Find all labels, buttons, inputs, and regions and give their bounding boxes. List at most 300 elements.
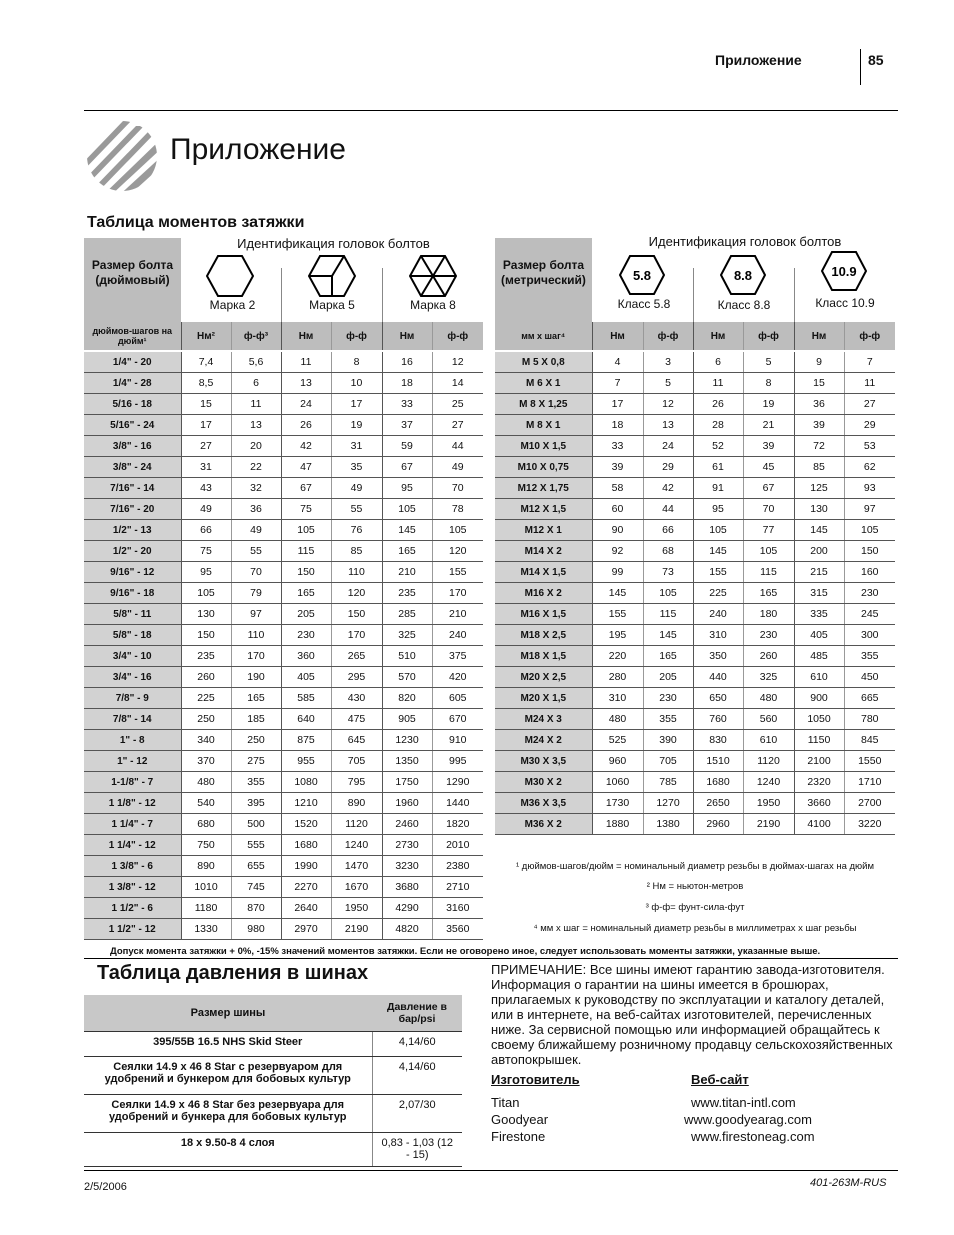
imperial-bolt-size: 1" - 8 xyxy=(84,730,181,751)
imperial-torque-value: 820 xyxy=(382,688,432,709)
imperial-bolt-size: 1 1/4" - 7 xyxy=(84,814,181,835)
imperial-bolt-size: 1 1/2" - 6 xyxy=(84,898,181,919)
imperial-torque-value: 67 xyxy=(382,457,432,478)
metric-torque-value: 310 xyxy=(693,625,743,646)
metric-torque-value: 3660 xyxy=(794,793,844,814)
imperial-torque-value: 1010 xyxy=(181,877,231,898)
imperial-bolt-size: 7/8" - 9 xyxy=(84,688,181,709)
metric-torque-value: 3 xyxy=(643,351,693,373)
imperial-torque-value: 225 xyxy=(181,688,231,709)
metric-torque-value: 1120 xyxy=(743,751,794,772)
imperial-torque-value: 130 xyxy=(181,604,231,625)
manufacturer-name: Titan xyxy=(491,1095,520,1110)
imperial-bolt-size: 1 3/8" - 6 xyxy=(84,856,181,877)
imperial-bolt-size: 1 1/4" - 12 xyxy=(84,835,181,856)
imperial-table-row xyxy=(84,898,483,919)
imperial-torque-value: 17 xyxy=(331,394,382,415)
metric-torque-value: 58 xyxy=(592,478,643,499)
metric-torque-value: 610 xyxy=(743,730,794,751)
metric-table-row xyxy=(495,646,895,667)
metric-torque-value: 195 xyxy=(592,625,643,646)
metric-torque-value: 230 xyxy=(743,625,794,646)
imperial-torque-value: 10 xyxy=(331,373,382,394)
imperial-torque-value: 355 xyxy=(231,772,281,793)
tolerance-rule xyxy=(84,958,898,959)
imperial-table-row xyxy=(84,604,483,625)
metric-torque-value: 1270 xyxy=(643,793,693,814)
metric-table-row xyxy=(495,625,895,646)
imperial-torque-value: 250 xyxy=(181,709,231,730)
imperial-torque-value: 25 xyxy=(432,394,483,415)
metric-torque-value: 155 xyxy=(693,562,743,583)
metric-bolt-size: M36 X 2 xyxy=(495,814,592,835)
metric-torque-value: 115 xyxy=(643,604,693,625)
metric-torque-value: 450 xyxy=(844,667,895,688)
metric-unit-header: ф-ф xyxy=(844,322,895,351)
metric-bolt-size: M10 X 1,5 xyxy=(495,436,592,457)
imperial-torque-value: 680 xyxy=(181,814,231,835)
metric-torque-value: 62 xyxy=(844,457,895,478)
metric-table-row xyxy=(495,814,895,835)
imperial-torque-value: 750 xyxy=(181,835,231,856)
imperial-table-row xyxy=(84,646,483,667)
metric-table-row xyxy=(495,499,895,520)
metric-torque-value: 105 xyxy=(743,541,794,562)
imperial-bolt-size: 5/8" - 11 xyxy=(84,604,181,625)
metric-torque-value: 355 xyxy=(643,709,693,730)
imperial-table-row xyxy=(84,919,483,940)
imperial-bolt-size: 3/8" - 24 xyxy=(84,457,181,478)
imperial-torque-value: 79 xyxy=(231,583,281,604)
metric-torque-value: 300 xyxy=(844,625,895,646)
metric-torque-value: 125 xyxy=(794,478,844,499)
imperial-torque-value: 235 xyxy=(382,583,432,604)
metric-torque-value: 27 xyxy=(844,394,895,415)
tire-size: Сеялки 14.9 x 46 8 Star без резервуара для удобрений и бункера для бобовых культур xyxy=(84,1094,372,1132)
imperial-table-row xyxy=(84,835,483,856)
imperial-torque-value: 905 xyxy=(382,709,432,730)
imperial-torque-value: 13 xyxy=(231,415,281,436)
imperial-torque-value: 375 xyxy=(432,646,483,667)
imperial-torque-value: 95 xyxy=(382,478,432,499)
imperial-unit-header: ф-ф xyxy=(432,322,483,351)
metric-torque-value: 68 xyxy=(643,541,693,562)
grade-5-hex-icon xyxy=(308,254,356,298)
metric-table-row xyxy=(495,520,895,541)
metric-torque-value: 77 xyxy=(743,520,794,541)
imperial-torque-value: 745 xyxy=(231,877,281,898)
metric-torque-value: 405 xyxy=(794,625,844,646)
footnote-1: ¹ дюймов-шагов/дюйм = номинальный диаметр резьбы в дюймах-шагах на дюйм xyxy=(515,861,875,872)
imperial-torque-value: 33 xyxy=(382,394,432,415)
imperial-torque-value: 1750 xyxy=(382,772,432,793)
pressure-row xyxy=(84,1094,462,1132)
metric-torque-value: 610 xyxy=(794,667,844,688)
imperial-torque-value: 1990 xyxy=(281,856,331,877)
metric-torque-value: 2700 xyxy=(844,793,895,814)
metric-table-row xyxy=(495,457,895,478)
imperial-torque-value: 360 xyxy=(281,646,331,667)
imperial-torque-value: 110 xyxy=(231,625,281,646)
imperial-torque-value: 1470 xyxy=(331,856,382,877)
imperial-table-row xyxy=(84,625,483,646)
metric-torque-value: 2650 xyxy=(693,793,743,814)
pressure-row xyxy=(84,1132,462,1166)
metric-bolt-size: M12 X 1 xyxy=(495,520,592,541)
metric-unit-header: Нм xyxy=(592,322,643,351)
manufacturer-website-link[interactable]: www.firestoneag.com xyxy=(691,1129,815,1144)
metric-unit-header: Нм xyxy=(693,322,743,351)
imperial-torque-value: 705 xyxy=(331,751,382,772)
pressure-head-size: Размер шины xyxy=(84,995,372,1031)
metric-unit-size-header: мм х шаг⁴ xyxy=(495,322,592,351)
metric-torque-value: 165 xyxy=(643,646,693,667)
imperial-torque-value: 185 xyxy=(231,709,281,730)
metric-torque-value: 29 xyxy=(844,415,895,436)
metric-torque-value: 145 xyxy=(693,541,743,562)
metric-torque-value: 155 xyxy=(592,604,643,625)
metric-table-row xyxy=(495,415,895,436)
metric-table-row xyxy=(495,562,895,583)
imperial-bolt-size: 3/4" - 10 xyxy=(84,646,181,667)
imperial-torque-value: 110 xyxy=(331,562,382,583)
metric-torque-value: 245 xyxy=(844,604,895,625)
metric-torque-value: 215 xyxy=(794,562,844,583)
class-10-9-mark: 10.9 xyxy=(831,264,857,279)
imperial-torque-value: 95 xyxy=(181,562,231,583)
metric-torque-value: 260 xyxy=(743,646,794,667)
metric-torque-value: 325 xyxy=(743,667,794,688)
metric-torque-value: 72 xyxy=(794,436,844,457)
imperial-table-row xyxy=(84,478,483,499)
imperial-torque-value: 2270 xyxy=(281,877,331,898)
footnote-2: ² Нм = ньютон-метров xyxy=(646,881,744,892)
metric-torque-value: 92 xyxy=(592,541,643,562)
manufacturer-website-link[interactable]: www.goodyearag.com xyxy=(684,1112,812,1127)
imperial-torque-value: 955 xyxy=(281,751,331,772)
metric-torque-value: 60 xyxy=(592,499,643,520)
metric-bolt-size: M 8 X 1 xyxy=(495,415,592,436)
metric-torque-value: 26 xyxy=(693,394,743,415)
imperial-torque-value: 1350 xyxy=(382,751,432,772)
imperial-torque-value: 3230 xyxy=(382,856,432,877)
metric-bolt-size: M16 X 2 xyxy=(495,583,592,604)
metric-torque-value: 5 xyxy=(743,351,794,373)
imperial-bolt-size: 1/2" - 20 xyxy=(84,541,181,562)
imperial-torque-value: 285 xyxy=(382,604,432,625)
imperial-torque-value: 1240 xyxy=(331,835,382,856)
metric-torque-value: 2100 xyxy=(794,751,844,772)
grade-2-label: Марка 2 xyxy=(209,298,256,312)
imperial-torque-value: 155 xyxy=(432,562,483,583)
metric-torque-value: 36 xyxy=(794,394,844,415)
imperial-torque-value: 43 xyxy=(181,478,231,499)
imperial-torque-value: 6 xyxy=(231,373,281,394)
imperial-torque-value: 370 xyxy=(181,751,231,772)
metric-unit-header: Нм xyxy=(794,322,844,351)
imperial-torque-value: 1180 xyxy=(181,898,231,919)
grade-5-label: Марка 5 xyxy=(309,298,355,312)
torque-tolerance-note: Допуск момента затяжки + 0%, -15% значений моментов затяжки. Если не оговорено иное, следует использовать моменты затяжки, указанные выше. xyxy=(110,946,821,957)
imperial-torque-value: 150 xyxy=(181,625,231,646)
metric-torque-value: 355 xyxy=(844,646,895,667)
imperial-torque-value: 165 xyxy=(281,583,331,604)
imperial-torque-value: 570 xyxy=(382,667,432,688)
imperial-torque-value: 66 xyxy=(181,520,231,541)
metric-torque-value: 1730 xyxy=(592,793,643,814)
imperial-torque-value: 20 xyxy=(231,436,281,457)
imperial-table-row xyxy=(84,856,483,877)
imperial-torque-value: 250 xyxy=(231,730,281,751)
imperial-torque-value: 1120 xyxy=(331,814,382,835)
imperial-torque-value: 13 xyxy=(281,373,331,394)
imperial-torque-value: 3160 xyxy=(432,898,483,919)
metric-torque-value: 4 xyxy=(592,351,643,373)
metric-torque-value: 440 xyxy=(693,667,743,688)
imperial-torque-value: 3680 xyxy=(382,877,432,898)
metric-torque-value: 12 xyxy=(643,394,693,415)
imperial-table-row xyxy=(84,520,483,541)
imperial-table-row xyxy=(84,772,483,793)
imperial-torque-value: 70 xyxy=(432,478,483,499)
imperial-table-row xyxy=(84,709,483,730)
metric-torque-value: 39 xyxy=(743,436,794,457)
imperial-torque-value: 540 xyxy=(181,793,231,814)
imperial-torque-value: 230 xyxy=(281,625,331,646)
imperial-table-row xyxy=(84,730,483,751)
imperial-torque-value: 11 xyxy=(281,351,331,373)
imperial-torque-value: 2640 xyxy=(281,898,331,919)
imperial-torque-value: 44 xyxy=(432,436,483,457)
metric-torque-value: 9 xyxy=(794,351,844,373)
metric-torque-value: 760 xyxy=(693,709,743,730)
metric-torque-value: 6 xyxy=(693,351,743,373)
imperial-torque-value: 1960 xyxy=(382,793,432,814)
imperial-table-row xyxy=(84,814,483,835)
metric-torque-value: 310 xyxy=(592,688,643,709)
imperial-torque-value: 12 xyxy=(432,351,483,373)
metric-bolt-size: M16 X 1,5 xyxy=(495,604,592,625)
imperial-torque-value: 42 xyxy=(281,436,331,457)
imperial-torque-value: 150 xyxy=(281,562,331,583)
imperial-torque-value: 27 xyxy=(432,415,483,436)
metric-torque-value: 145 xyxy=(643,625,693,646)
imperial-bolt-size: 1 1/2" - 12 xyxy=(84,919,181,940)
metric-torque-value: 97 xyxy=(844,499,895,520)
tire-size: Сеялки 14.9 x 46 8 Star с резервуаром для удобрений и бункером для бобовых культур xyxy=(84,1056,372,1094)
imperial-bolt-size: 1-1/8" - 7 xyxy=(84,772,181,793)
metric-torque-value: 785 xyxy=(643,772,693,793)
imperial-torque-value: 31 xyxy=(181,457,231,478)
imperial-bolt-size: 9/16" - 18 xyxy=(84,583,181,604)
imperial-torque-value: 2010 xyxy=(432,835,483,856)
metric-torque-value: 66 xyxy=(643,520,693,541)
imperial-torque-value: 605 xyxy=(432,688,483,709)
class-8-8-label: Класс 8.8 xyxy=(717,298,771,312)
imperial-size-header: Размер болта (дюймовый) xyxy=(84,238,181,322)
imperial-torque-value: 24 xyxy=(281,394,331,415)
metric-bolt-size: M18 X 1,5 xyxy=(495,646,592,667)
imperial-torque-value: 26 xyxy=(281,415,331,436)
imperial-table-row xyxy=(84,499,483,520)
imperial-unit-row xyxy=(84,322,483,351)
metric-torque-value: 335 xyxy=(794,604,844,625)
imperial-torque-value: 49 xyxy=(231,520,281,541)
metric-bolt-size: M20 X 2,5 xyxy=(495,667,592,688)
metric-torque-value: 220 xyxy=(592,646,643,667)
metric-torque-value: 830 xyxy=(693,730,743,751)
imperial-id-caption: Идентификация головок болтов xyxy=(237,236,430,251)
manufacturer-name: Goodyear xyxy=(491,1112,549,1127)
metric-torque-value: 960 xyxy=(592,751,643,772)
metric-torque-value: 105 xyxy=(643,583,693,604)
imperial-torque-value: 555 xyxy=(231,835,281,856)
imperial-torque-value: 15 xyxy=(181,394,231,415)
metric-torque-value: 350 xyxy=(693,646,743,667)
imperial-torque-value: 8 xyxy=(331,351,382,373)
imperial-unit-header: ф-ф³ xyxy=(231,322,281,351)
imperial-torque-value: 210 xyxy=(432,604,483,625)
metric-torque-value: 180 xyxy=(743,604,794,625)
imperial-torque-value: 170 xyxy=(331,625,382,646)
imperial-torque-value: 995 xyxy=(432,751,483,772)
class-5-8-label: Класс 5.8 xyxy=(617,297,671,311)
manufacturer-label: Изготовитель xyxy=(491,1072,580,1087)
imperial-torque-table xyxy=(84,322,483,940)
imperial-torque-value: 105 xyxy=(432,520,483,541)
metric-torque-value: 280 xyxy=(592,667,643,688)
imperial-torque-value: 260 xyxy=(181,667,231,688)
metric-torque-value: 19 xyxy=(743,394,794,415)
bottom-rule xyxy=(84,1170,898,1171)
imperial-torque-value: 35 xyxy=(331,457,382,478)
imperial-torque-value: 70 xyxy=(231,562,281,583)
imperial-bolt-size: 1 1/8" - 12 xyxy=(84,793,181,814)
imperial-torque-value: 76 xyxy=(331,520,382,541)
metric-torque-value: 230 xyxy=(643,688,693,709)
imperial-torque-value: 4290 xyxy=(382,898,432,919)
metric-unit-header: ф-ф xyxy=(743,322,794,351)
imperial-torque-value: 1330 xyxy=(181,919,231,940)
page-title: Приложение xyxy=(170,133,346,166)
imperial-torque-value: 655 xyxy=(231,856,281,877)
metric-bolt-size: M30 X 2 xyxy=(495,772,592,793)
imperial-torque-value: 8,5 xyxy=(181,373,231,394)
imperial-torque-value: 19 xyxy=(331,415,382,436)
metric-torque-value: 780 xyxy=(844,709,895,730)
imperial-torque-value: 1950 xyxy=(331,898,382,919)
imperial-torque-value: 670 xyxy=(432,709,483,730)
metric-torque-value: 315 xyxy=(794,583,844,604)
imperial-torque-value: 2380 xyxy=(432,856,483,877)
manufacturer-website-link[interactable]: www.titan-intl.com xyxy=(691,1095,796,1110)
footer-doc-number: 401-263M-RUS xyxy=(810,1177,887,1189)
imperial-table-row xyxy=(84,394,483,415)
metric-torque-value: 485 xyxy=(794,646,844,667)
imperial-torque-value: 475 xyxy=(331,709,382,730)
metric-bolt-size: M20 X 1,5 xyxy=(495,688,592,709)
imperial-unit-header: Нм² xyxy=(181,322,231,351)
imperial-torque-value: 1230 xyxy=(382,730,432,751)
imperial-torque-value: 2460 xyxy=(382,814,432,835)
imperial-unit-header: Нм xyxy=(281,322,331,351)
metric-table-row xyxy=(495,604,895,625)
class-5-8-mark: 5.8 xyxy=(632,268,652,283)
imperial-torque-value: 910 xyxy=(432,730,483,751)
imperial-bolt-size: 1/4" - 20 xyxy=(84,351,181,373)
imperial-bolt-size: 1/2" - 13 xyxy=(84,520,181,541)
section-logo-icon xyxy=(84,120,160,192)
metric-unit-row xyxy=(495,322,895,351)
metric-torque-value: 240 xyxy=(693,604,743,625)
metric-bolt-size: M14 X 1,5 xyxy=(495,562,592,583)
metric-bolt-size: M24 X 3 xyxy=(495,709,592,730)
metric-torque-value: 61 xyxy=(693,457,743,478)
tire-size: 395/55B 16.5 NHS Skid Steer xyxy=(84,1031,372,1056)
imperial-torque-value: 890 xyxy=(181,856,231,877)
metric-torque-value: 5 xyxy=(643,373,693,394)
website-label: Веб-сайт xyxy=(691,1072,749,1087)
metric-torque-value: 15 xyxy=(794,373,844,394)
metric-torque-value: 29 xyxy=(643,457,693,478)
metric-torque-value: 105 xyxy=(693,520,743,541)
imperial-table-row xyxy=(84,667,483,688)
imperial-torque-value: 1080 xyxy=(281,772,331,793)
imperial-torque-value: 190 xyxy=(231,667,281,688)
imperial-torque-value: 55 xyxy=(331,499,382,520)
imperial-torque-value: 795 xyxy=(331,772,382,793)
metric-bolt-size: M 8 X 1,25 xyxy=(495,394,592,415)
imperial-torque-value: 235 xyxy=(181,646,231,667)
metric-torque-value: 67 xyxy=(743,478,794,499)
metric-id-header xyxy=(495,234,895,322)
imperial-table-row xyxy=(84,351,483,373)
metric-torque-value: 93 xyxy=(844,478,895,499)
metric-bolt-size: M10 X 0,75 xyxy=(495,457,592,478)
imperial-torque-value: 340 xyxy=(181,730,231,751)
imperial-torque-value: 295 xyxy=(331,667,382,688)
imperial-table-row xyxy=(84,793,483,814)
imperial-torque-value: 11 xyxy=(231,394,281,415)
imperial-torque-value: 105 xyxy=(382,499,432,520)
metric-torque-value: 2320 xyxy=(794,772,844,793)
imperial-torque-value: 1680 xyxy=(281,835,331,856)
metric-table-row xyxy=(495,730,895,751)
imperial-torque-value: 115 xyxy=(281,541,331,562)
imperial-torque-value: 17 xyxy=(181,415,231,436)
imperial-table-row xyxy=(84,436,483,457)
imperial-id-header xyxy=(84,238,483,322)
metric-bolt-size: M18 X 2,5 xyxy=(495,625,592,646)
metric-torque-value: 525 xyxy=(592,730,643,751)
metric-id-caption: Идентификация головок болтов xyxy=(648,234,842,249)
metric-torque-value: 105 xyxy=(844,520,895,541)
class-8-8-hex-icon xyxy=(720,254,766,296)
metric-torque-value: 480 xyxy=(743,688,794,709)
metric-table-row xyxy=(495,373,895,394)
imperial-torque-value: 120 xyxy=(432,541,483,562)
imperial-torque-value: 205 xyxy=(281,604,331,625)
imperial-torque-value: 430 xyxy=(331,688,382,709)
imperial-torque-value: 1820 xyxy=(432,814,483,835)
footnote-3: ³ ф-ф= фунт-сила-фут xyxy=(645,902,745,913)
metric-torque-value: 2190 xyxy=(743,814,794,835)
imperial-torque-value: 275 xyxy=(231,751,281,772)
imperial-unit-header: ф-ф xyxy=(331,322,382,351)
metric-torque-value: 150 xyxy=(844,541,895,562)
tire-pressure-value: 2,07/30 xyxy=(372,1094,462,1132)
class-10-9-label: Класс 10.9 xyxy=(815,296,875,310)
